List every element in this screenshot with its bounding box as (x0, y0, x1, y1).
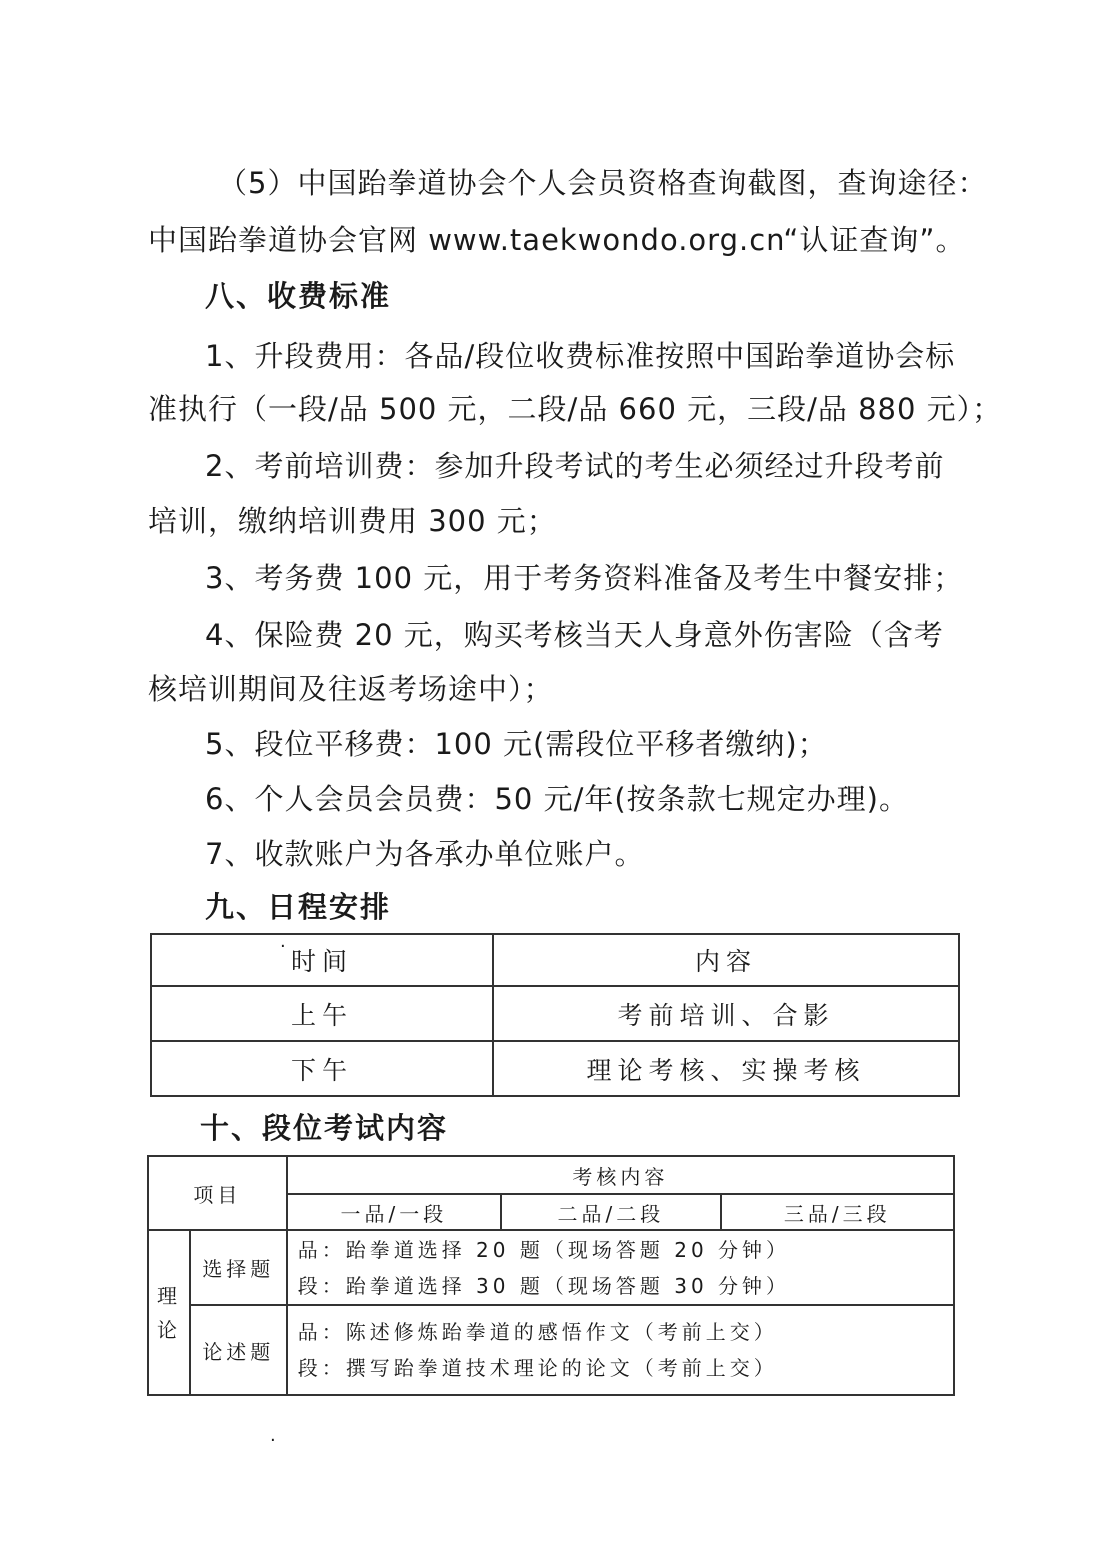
schedule-header-row (151, 934, 959, 986)
exam-type-cell: 论述题 (190, 1305, 287, 1395)
exam-content-header: 考核内容 (287, 1156, 954, 1194)
table-row (148, 1230, 954, 1305)
exam-level-1: 一品/一段 (287, 1194, 501, 1230)
fees-heading: 八、收费标准 (205, 279, 392, 313)
exam-heading: 十、段位考试内容 (200, 1111, 449, 1145)
schedule-content-cell: 理论考核、实操考核 (493, 1041, 959, 1096)
fee-line-10: 7、收款账户为各承办单位账户。 (205, 837, 645, 871)
table-row (151, 986, 959, 1041)
exam-item-header: 项目 (148, 1156, 287, 1230)
exam-content-line: 品：跆拳道选择 20 题（现场答题 20 分钟） (297, 1237, 791, 1262)
fee-line-8: 5、段位平移费：100 元(需段位平移者缴纳)； (205, 727, 828, 761)
exam-category-cell: 理 论 (148, 1230, 190, 1395)
schedule-content-header: 内容 (493, 934, 959, 986)
fee-line-1: 1、升段费用：各品/段位收费标准按照中国跆拳道协会标 (205, 339, 956, 373)
schedule-time-cell: 下午 (151, 1041, 493, 1096)
exam-content-cell (287, 1305, 954, 1395)
exam-table (147, 1155, 955, 1396)
exam-type-cell: 选择题 (190, 1230, 287, 1305)
schedule-heading: 九、日程安排 (205, 890, 392, 924)
schedule-time-header: 时间 (151, 934, 493, 986)
schedule-time-cell: 上午 (151, 986, 493, 1041)
table-row (151, 1041, 959, 1096)
table-row (148, 1305, 954, 1395)
exam-header-row (148, 1156, 954, 1194)
fee-line-4: 培训，缴纳培训费用 300 元； (148, 504, 557, 538)
exam-level-2: 二品/二段 (501, 1194, 720, 1230)
intro-line-1: （5）中国跆拳道协会个人会员资格查询截图，查询途径： (218, 166, 988, 200)
exam-content-cell (287, 1230, 954, 1305)
fee-line-6: 4、保险费 20 元，购买考核当天人身意外伤害险（含考 (205, 618, 944, 652)
fee-line-2: 准执行（一段/品 500 元，二段/品 660 元，三段/品 880 元）； (148, 392, 1003, 426)
exam-content-line: 段：撰写跆拳道技术理论的论文（考前上交） (297, 1356, 778, 1380)
exam-content-line: 段：跆拳道选择 30 题（现场答题 30 分钟） (297, 1273, 791, 1298)
schedule-content-cell: 考前培训、合影 (493, 986, 959, 1041)
schedule-table (150, 933, 960, 1097)
fee-line-9: 6、个人会员会员费：50 元/年(按条款七规定办理)。 (205, 782, 909, 816)
fee-line-7: 核培训期间及往返考场途中）； (148, 672, 554, 706)
exam-level-3: 三品/三段 (721, 1194, 954, 1230)
stray-mark: · (270, 1430, 276, 1451)
exam-content-line: 品：陈述修炼跆拳道的感悟作文（考前上交） (297, 1320, 778, 1344)
intro-line-2: 中国跆拳道协会官网 www.taekwondo.org.cn“认证查询”。 (148, 223, 966, 257)
fee-line-5: 3、考务费 100 元，用于考务资料准备及考生中餐安排； (205, 561, 964, 595)
fee-line-3: 2、考前培训费：参加升段考试的考生必须经过升段考前 (205, 449, 945, 483)
stray-mark: · (280, 936, 286, 957)
